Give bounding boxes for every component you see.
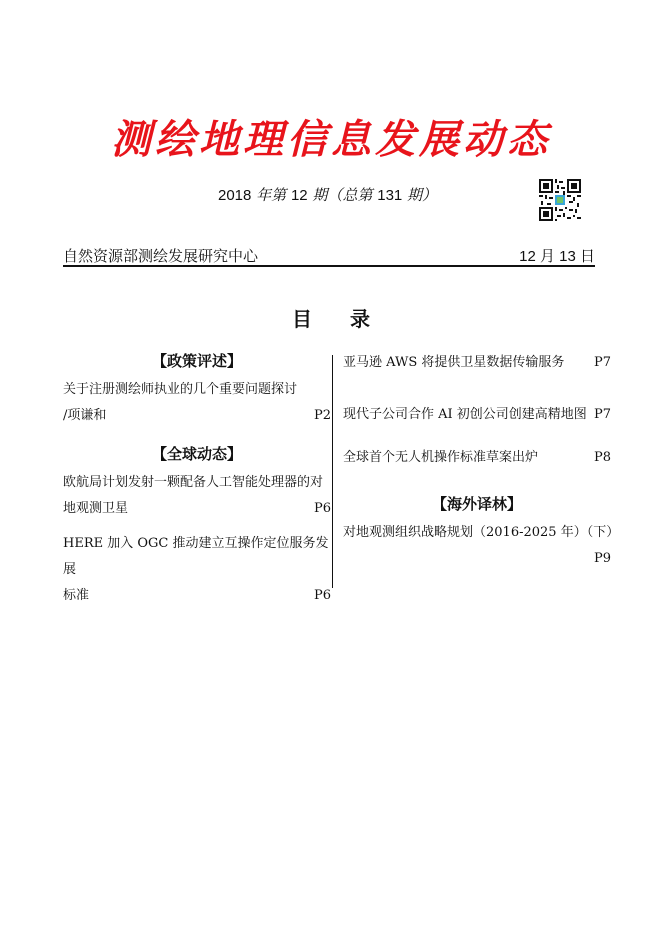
- toc-entry-line: 标准: [63, 588, 90, 603]
- toc-entry[interactable]: [343, 402, 611, 428]
- toc-left-column: [63, 350, 331, 609]
- issue-year-suffix: 年第: [256, 186, 287, 204]
- issue-total-prefix: 总第: [342, 186, 373, 204]
- toc-title-char-2: 录: [350, 307, 370, 331]
- toc-entry-line: 地观测卫星: [63, 501, 129, 516]
- toc-entry[interactable]: [343, 520, 620, 572]
- column-divider: [332, 355, 333, 588]
- organization-name: 自然资源部测绘发展研究中心: [63, 248, 259, 265]
- newsletter-title: 测绘地理信息发展动态: [111, 116, 551, 163]
- issue-total-suffix: 期）: [407, 186, 438, 204]
- toc-entry[interactable]: [343, 350, 611, 376]
- toc-entry[interactable]: [343, 445, 611, 471]
- toc-right-column: [343, 350, 620, 572]
- issue-line: [218, 184, 437, 205]
- toc-entry-line: HERE 加入 OGC 推动建立互操作定位服务发展: [63, 536, 329, 577]
- toc-entry-page: P2: [313, 408, 331, 423]
- toc-entry[interactable]: [63, 377, 331, 429]
- toc-entry-page: P7: [593, 355, 611, 370]
- toc-entry-line: 关于注册测绘师执业的几个重要问题探讨: [63, 382, 298, 397]
- issue-total: 131: [377, 187, 403, 204]
- issue-number-suffix: 期（: [312, 186, 343, 204]
- section-heading: 【全球动态】: [151, 445, 242, 463]
- toc-entry-page: P7: [593, 407, 611, 422]
- toc-entry-title: 现代子公司合作 AI 初创公司创建高精地图: [343, 407, 587, 422]
- issue-year: 2018: [218, 187, 252, 204]
- issue-date: 12 月 13 日: [519, 248, 595, 265]
- section-heading: 【海外译林】: [431, 495, 522, 513]
- masthead-rule: [63, 245, 595, 267]
- toc-entry-line: 欧航局计划发射一颗配备人工智能处理器的对: [63, 475, 324, 490]
- section-heading: 【政策评述】: [151, 352, 242, 370]
- toc-title: [0, 303, 662, 332]
- toc-entry-page: P9: [593, 551, 611, 566]
- toc-entry-title: 全球首个无人机操作标准草案出炉: [343, 450, 539, 465]
- toc-title-char-1: 目: [292, 307, 312, 331]
- toc-entry-title: 对地观测组织战略规划（2016-2025 年）（下）: [343, 525, 620, 540]
- toc-entry[interactable]: [63, 531, 331, 609]
- issue-number: 12: [290, 187, 308, 204]
- toc-entry-page: P8: [593, 450, 611, 465]
- qr-code-icon: [539, 179, 581, 221]
- toc-entry-page: P6: [313, 588, 331, 603]
- toc-entry-line: /项谦和: [63, 408, 107, 423]
- toc-entry[interactable]: [63, 470, 331, 522]
- toc-entry-title: 亚马逊 AWS 将提供卫星数据传输服务: [343, 355, 565, 370]
- toc-entry-page: P6: [313, 501, 331, 516]
